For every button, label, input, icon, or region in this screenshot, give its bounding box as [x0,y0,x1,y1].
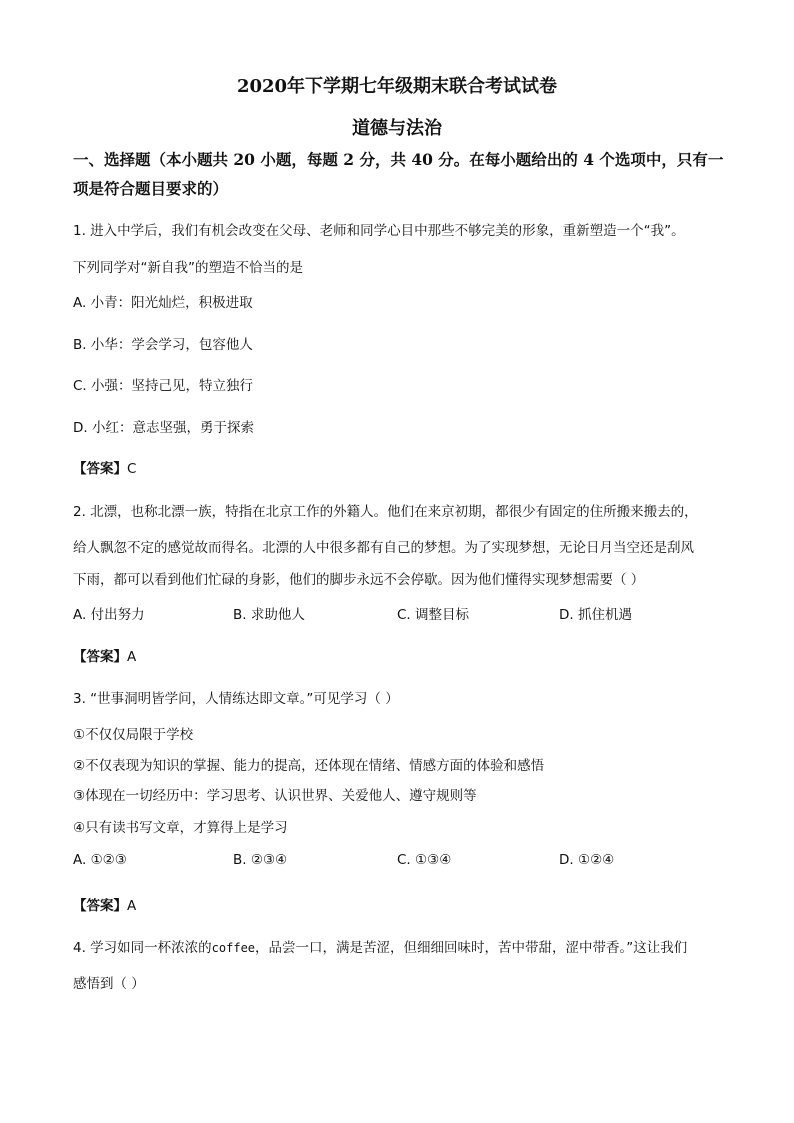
q4-stem-word: coffee [211,941,256,955]
q4-stem-part1: 4. 学习如同一杯浓浓的 [73,940,212,956]
q3-item-2: ②不仅表现为知识的掌握、能力的提高，还体现在情绪、情感方面的体验和感悟 [73,758,545,774]
q3-item-4: ④只有读书写文章，才算得上是学习 [73,820,288,836]
q3-option-a: A. ①②③ [73,852,127,868]
q1-option-a: A. 小青：阳光灿烂，积极进取 [73,295,253,311]
q1-stem-line1: 1. 进入中学后，我们有机会改变在父母、老师和同学心目中那些不够完美的形象，重新塑造一个“我”。 [73,223,685,239]
q1-stem-line2: 下列同学对“新自我”的塑造不恰当的是 [73,260,303,276]
q2-option-b: B. 求助他人 [233,607,305,623]
q2-answer [73,645,136,665]
q4-stem-line1 [73,936,733,956]
q3-answer [73,894,136,914]
answer-tag: 【答案】 [73,649,127,665]
section-heading [73,145,733,203]
exam-title: 2020年下学期七年级期末联合考试试卷 [236,76,558,97]
q4-stem-part2: ，品尝一口，满是苦涩，但细细回味时，苦中带甜，涩中带香。”这让我们 [255,940,688,956]
q1-answer [73,457,136,477]
q3-option-b: B. ②③④ [233,852,288,868]
answer-value: A [127,898,137,914]
q3-options [73,852,733,872]
section-heading-line1: 一、选择题（本小题共 20 小题，每题 2 分，共 40 分。在每小题给出的 4 个选项中，只有一 [73,150,724,169]
q2-stem-line1: 2. 北漂，也称北漂一族，特指在北京工作的外籍人。他们在来京初期，都很少有固定的住所搬来搬去的， [73,504,698,520]
answer-value: C [127,461,137,477]
q1-option-c: C. 小强：坚持己见，特立独行 [73,378,254,394]
answer-tag: 【答案】 [73,898,127,914]
q1-option-b: B. 小华：学会学习，包容他人 [73,337,253,353]
q2-options [73,603,733,623]
q2-option-a: A. 付出努力 [73,607,145,623]
q2-option-c: C. 调整目标 [397,607,470,623]
answer-value: A [127,649,137,665]
q2-stem-line2: 给人飘忽不定的感觉故而得名。北漂的人中很多都有自己的梦想。为了实现梦想，无论日月当空还是刮风 [73,540,694,556]
q2-stem-line3: 下雨，都可以看到他们忙碌的身影，他们的脚步永远不会停歇。因为他们懂得实现梦想需要（ ） [73,572,645,588]
q3-item-1: ①不仅仅局限于学校 [73,727,194,743]
q3-stem: 3. “世事洞明皆学问，人情练达即文章。”可见学习（ ） [73,691,399,707]
q4-stem-line2: 感悟到（ ） [73,976,145,992]
q3-option-d: D. ①②④ [559,852,615,868]
q3-option-c: C. ①③④ [397,852,452,868]
section-heading-line2: 项是符合题目要求的） [73,179,229,198]
q2-option-d: D. 抓住机遇 [559,607,632,623]
exam-subject: 道德与法治 [352,118,442,139]
answer-tag: 【答案】 [73,461,127,477]
q3-item-3: ③体现在一切经历中：学习思考、认识世界、关爱他人、遵守规则等 [73,788,477,804]
q1-option-d: D. 小红：意志坚强，勇于探索 [73,420,254,436]
